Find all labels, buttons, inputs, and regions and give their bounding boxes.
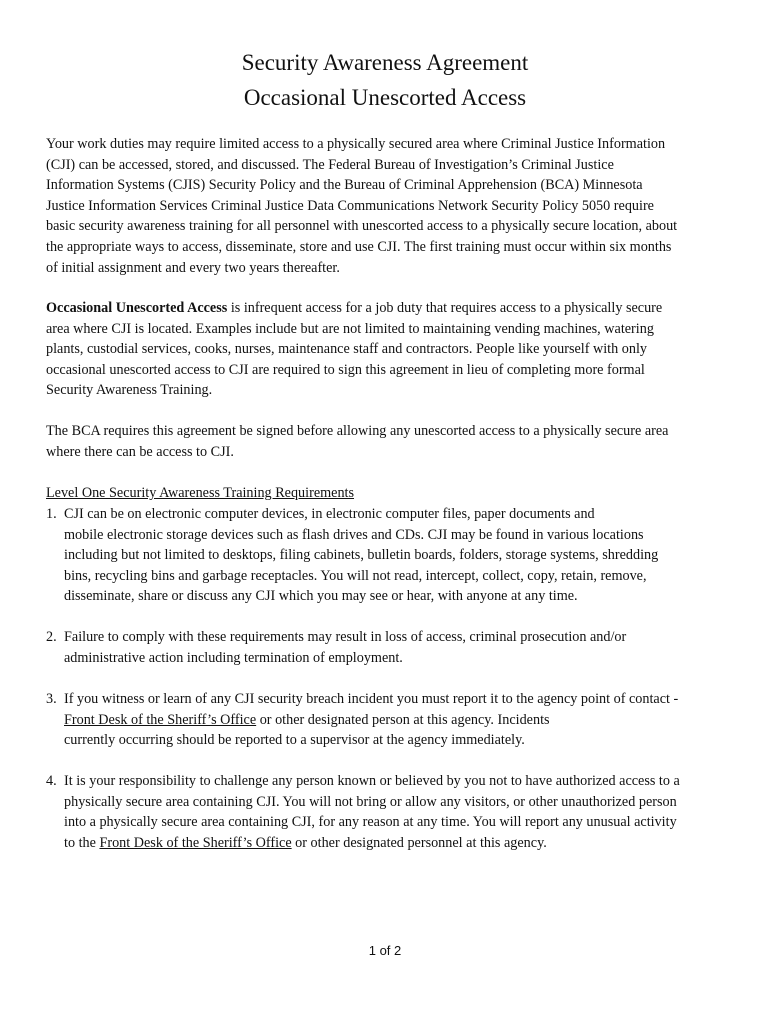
intro-line: Information Systems (CJIS) Security Policy and the Bureau of Criminal Apprehension (BCA) Minnesota bbox=[46, 177, 643, 194]
item-body bbox=[64, 771, 736, 853]
intro-line: Your work duties may require limited access to a physically secured area where Criminal Justice Information bbox=[46, 136, 666, 152]
item-line bbox=[64, 710, 736, 731]
definition-paragraph bbox=[46, 298, 736, 401]
item-line-prefix: to the bbox=[64, 834, 100, 851]
bca-note-line: The BCA requires this agreement be signed before allowing any unescorted access to a physically secure area bbox=[46, 423, 669, 439]
item-number: 2. bbox=[46, 629, 57, 645]
item-body bbox=[64, 689, 736, 751]
item-line: currently occurring should be reported to a supervisor at the agency immediately. bbox=[64, 732, 525, 749]
intro-line: the appropriate ways to access, disseminate, store and use CJI. The first training must occur within six months bbox=[46, 238, 672, 255]
requirements-heading: Level One Security Awareness Training Requirements bbox=[46, 485, 355, 501]
item-line: Failure to comply with these requirements may result in loss of access, criminal prosecution and/or bbox=[64, 629, 627, 645]
intro-line: (CJI) can be accessed, stored, and discussed. The Federal Bureau of Investigation’s Criminal Justice bbox=[46, 156, 614, 173]
intro-line: Justice Information Services Criminal Justice Data Communications Network Security Policy 5050 require bbox=[46, 197, 654, 214]
bca-note-line: where there can be access to CJI. bbox=[46, 443, 234, 460]
item-body bbox=[64, 627, 736, 668]
definition-line: plants, custodial services, cooks, nurses, maintenance staff and contractors. People like yourself with only bbox=[46, 341, 647, 358]
contact-link: Front Desk of the Sheriff’s Office bbox=[64, 711, 257, 728]
item-line: administrative action including termination of employment. bbox=[64, 649, 403, 666]
definition-first-line-rest: is infrequent access for a job duty that requires access to a physically secure bbox=[227, 300, 663, 316]
item-line: bins, recycling bins and garbage receptacles. You will not read, intercept, collect, copy, retain, remove, bbox=[64, 567, 647, 584]
item-line: CJI can be on electronic computer devices, in electronic computer files, paper documents and bbox=[64, 506, 595, 522]
item-body bbox=[64, 504, 736, 607]
contact-link: Front Desk of the Sheriff’s Office bbox=[99, 834, 292, 851]
item-line: disseminate, share or discuss any CJI which you may see or hear, with anyone at any time. bbox=[64, 588, 578, 605]
bca-note-paragraph bbox=[46, 421, 736, 462]
document-subtitle: Occasional Unescorted Access bbox=[243, 85, 527, 110]
definition-first-line bbox=[46, 298, 736, 319]
item-line: into a physically secure area containing CJI, for any reason at any time. You will report any unusual activity bbox=[64, 814, 677, 831]
intro-line: basic security awareness training for all personnel with unescorted access to a physically secure location, about bbox=[46, 218, 678, 235]
item-line: If you witness or learn of any CJI security breach incident you must report it to the agency point of contact - bbox=[64, 691, 679, 707]
item-line: It is your responsibility to challenge any person known or believed by you not to have authorized access to a bbox=[64, 773, 680, 789]
definition-line: area where CJI is located. Examples include but are not limited to maintaining vending machines, watering bbox=[46, 320, 654, 337]
definition-term: Occasional Unescorted Access bbox=[46, 300, 228, 316]
intro-paragraph bbox=[46, 134, 736, 278]
definition-line: occasional unescorted access to CJI are required to sign this agreement in lieu of completing more formal bbox=[46, 361, 645, 378]
item-number: 4. bbox=[46, 773, 57, 789]
item-line-rest: or other designated personnel at this agency. bbox=[291, 834, 547, 851]
item-number: 1. bbox=[46, 506, 57, 522]
intro-line: of initial assignment and every two years thereafter. bbox=[46, 259, 340, 276]
item-line-rest: or other designated person at this agency. Incidents bbox=[256, 711, 550, 728]
page-number: 1 of 2 bbox=[368, 943, 402, 958]
definition-line: Security Awareness Training. bbox=[46, 382, 213, 399]
item-line: physically secure area containing CJI. You will not bring or allow any visitors, or other unauthorized person bbox=[64, 793, 677, 810]
document-title: Security Awareness Agreement bbox=[241, 50, 529, 75]
item-line: including but not limited to desktops, filing cabinets, bulletin boards, folders, storage systems, shredding bbox=[64, 547, 659, 564]
requirements-heading-wrap bbox=[46, 483, 736, 504]
item-line: mobile electronic storage devices such as flash drives and CDs. CJI may be found in various locations bbox=[64, 526, 644, 543]
item-line bbox=[64, 833, 736, 854]
item-number: 3. bbox=[46, 691, 57, 707]
